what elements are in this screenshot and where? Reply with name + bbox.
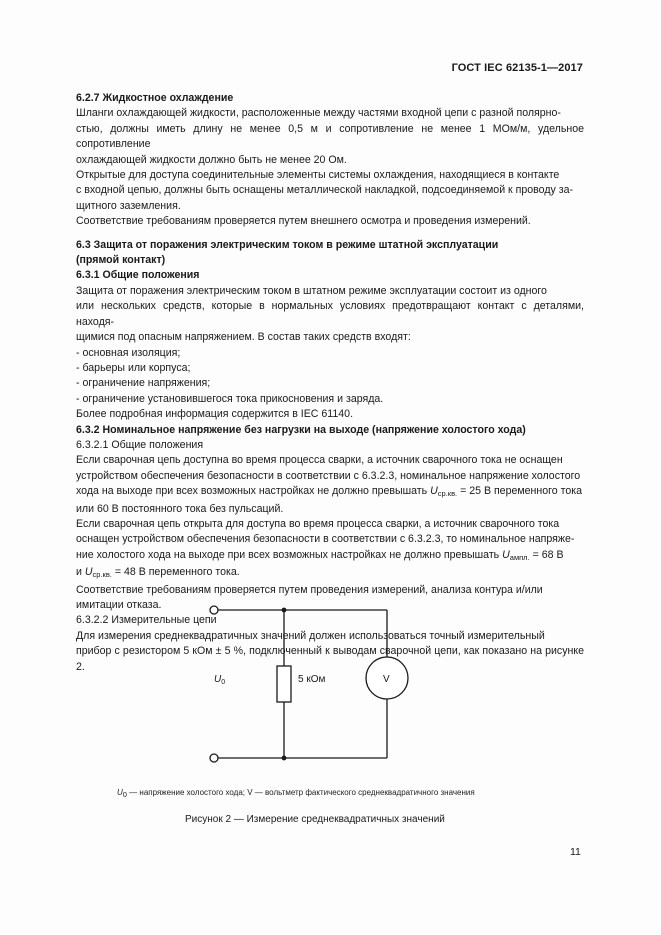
voltage-variable: U	[430, 485, 438, 498]
voltage-variable: U	[84, 566, 93, 579]
paragraph-line: Для измерения среднеквадратичных значений должен использоваться точный измерительный	[76, 629, 545, 642]
paragraph-line: оснащен устройством обеспечения безопасности в соответствии с 6.3.2.3, то номинальное напряже-	[76, 533, 575, 546]
paragraph-line: Более подробная информация содержится в IEC 61140.	[76, 408, 354, 421]
page-number: 11	[570, 846, 581, 858]
document-id-header: ГОСТ IEC 62135-1—2017	[451, 62, 583, 74]
section-6-3-1-heading: 6.3.1 Общие положения	[76, 269, 200, 282]
voltage-variable: U	[502, 548, 510, 561]
section-6-3-heading-line2: (прямой контакт)	[76, 254, 166, 267]
figure-legend: U0 — напряжение холостого хода; V — вольтметр фактического среднеквадратичного значения	[117, 788, 475, 799]
measurement-circuit-diagram	[200, 598, 430, 768]
paragraph-line: Соответствие требованиям проверяется путем проведения измерений, анализа контура и/или	[76, 583, 543, 596]
paragraph-line: и $U_{ср.кв.} = 48$ В переменного тока.	[76, 566, 240, 580]
paragraph-line: прибор с резистором 5 кОм ± 5 %, подключенный к выводам сварочной цепи, как показано на рисунке 2.	[76, 645, 584, 673]
list-item: - барьеры или корпуса;	[76, 361, 191, 374]
figure-title: Рисунок 2 — Измерение среднеквадратичных значений	[185, 814, 445, 825]
paragraph-line: Шланги охлаждающей жидкости, расположенные между частями входной цепи с разной полярно-	[76, 107, 561, 120]
section-6-3-2-heading: 6.3.2 Номинальное напряжение без нагрузки на выходе (напряжение холостого хода)	[76, 423, 526, 436]
paragraph-line: Открытые для доступа соединительные элементы системы охлаждения, находящиеся в контакте	[76, 169, 560, 182]
paragraph-line: охлаждающей жидкости должно быть не менее 20 Ом.	[76, 153, 347, 166]
list-item: - основная изоляция;	[76, 346, 181, 359]
page-body	[76, 91, 584, 675]
paragraph-line: хода на выходе при всех возможных настройках не должно превышать $U_{ср.кв.} = 25$ В переменного тока	[76, 485, 582, 499]
paragraph-line: или нескольких средств, которые в нормальных условиях предотвращают контакт с деталями, находя-	[76, 300, 584, 328]
top-terminal	[210, 606, 218, 614]
paragraph-line: имитации отказа.	[76, 599, 162, 611]
section-6-3-heading-line1: 6.3 Защита от поражения электрическим током в режиме штатной эксплуатации	[76, 238, 499, 251]
resistor-label: 5 кОм	[298, 674, 326, 685]
paragraph-line: щимися под опасным напряжением. В состав таких средств входят:	[76, 331, 411, 344]
voltage-subscript: ср.кв.	[437, 489, 458, 499]
resistor-5kohm	[277, 666, 291, 702]
paragraph-line: стью, должны иметь длину не менее 0,5 м и сопротивление не менее 1 МОм/м, удельное сопротивление	[76, 122, 584, 151]
paragraph-line: щитного заземления.	[76, 199, 181, 212]
paragraph-line: устройством обеспечения безопасности в соответствии с 6.3.2.3, номинальное напряжение холостого	[76, 469, 581, 482]
paragraph-line: Если сварочная цепь открыта для доступа во время процесса сварки, а источник сварочного тока	[76, 517, 560, 530]
paragraph-line: с входной цепью, должны быть оснащены металлической накладкой, подсоединяемой к проводу за-	[76, 184, 574, 197]
section-6-2-7-heading: 6.2.7 Жидкостное охлаждение	[76, 92, 234, 104]
voltage-subscript: ср.кв.	[92, 570, 112, 580]
paragraph-line: Соответствие требованиям проверяется путем внешнего осмотра и проведения измерений.	[76, 215, 531, 228]
list-item: - ограничение установившегося тока прикосновения и заряда.	[76, 392, 384, 405]
paragraph-line: Защита от поражения электрическим током в штатном режиме эксплуатации состоит из одного	[76, 284, 547, 297]
paragraph-line: ние холостого хода на выходе при всех возможных настройках не должно превышать $U_{ампл.} = 68$ В	[76, 548, 564, 562]
list-item: - ограничение напряжения;	[76, 377, 211, 390]
paragraph-line: или 60 В постоянного тока без пульсаций.	[76, 502, 284, 515]
paragraph-line: Если сварочная цепь доступна во время процесса сварки, а источник сварочного тока не оснащен	[76, 454, 563, 467]
voltmeter-label: V	[383, 674, 390, 685]
junction-dot-top	[282, 608, 287, 613]
voltage-subscript: ампл.	[509, 552, 530, 562]
bottom-terminal	[210, 754, 218, 762]
subsection-6-3-2-2-heading: 6.3.2.2 Измерительные цепи	[76, 614, 217, 627]
u0-label: $U_0$	[214, 674, 226, 686]
junction-dot-bottom	[282, 756, 287, 761]
subsection-6-3-2-1-heading: 6.3.2.1 Общие положения	[76, 438, 204, 451]
